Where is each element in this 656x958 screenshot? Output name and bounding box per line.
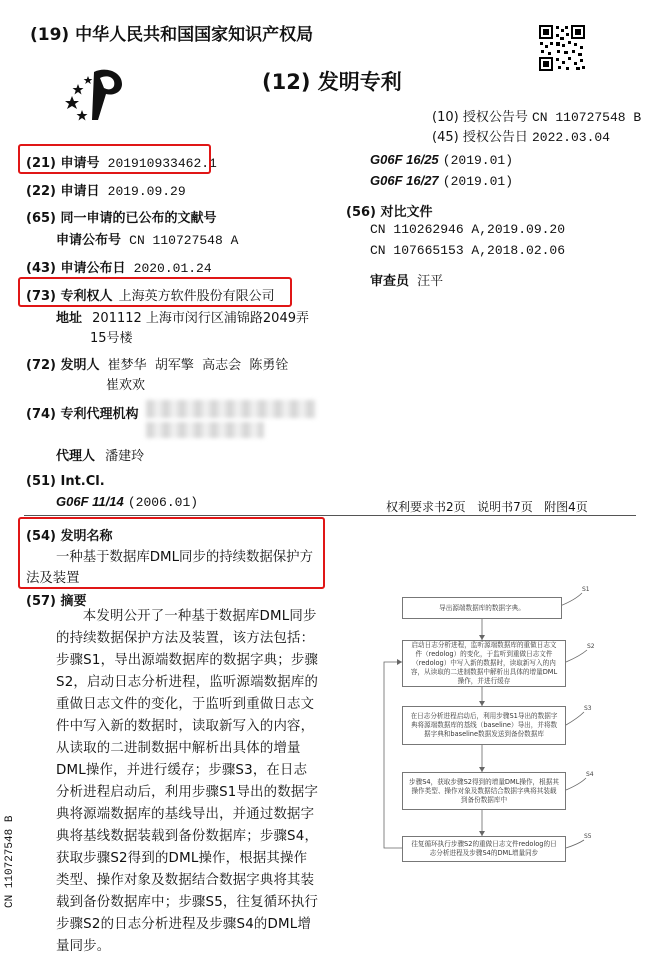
pub-date-value: 2020.01.24	[133, 261, 212, 276]
abstract-label: (57) 摘要	[26, 594, 87, 609]
flow-label-s4: S4	[586, 771, 594, 778]
side-patent-number: CN 110727548 B	[4, 815, 16, 908]
address-label: 地址	[56, 311, 83, 326]
class1-year: (2019.01)	[442, 153, 514, 168]
flow-step-s5: 往复循环执行步骤S2的重做日志文件redolog的日志分析进程及步骤S4的DML增量同步	[402, 836, 566, 862]
pub-no-label: 申请公布号	[56, 233, 122, 248]
title-line1: 一种基于数据库DML同步的持续数据保护方	[56, 550, 313, 565]
inventors-line1: 崔梦华 胡军擎 高志会 陈勇铨	[107, 358, 289, 373]
intcl-year: (2006.01)	[127, 495, 199, 510]
flow-label-s3: S3	[584, 705, 592, 712]
pages-info: 权利要求书2页 说明书7页 附图4页	[386, 500, 588, 514]
app-no-label: (21) 申请号	[26, 156, 100, 171]
flow-label-s5: S5	[584, 833, 592, 840]
intcl-label-text: (51) Int.Cl.	[26, 474, 105, 489]
pub-doc-label: (65) 同一申请的已公布的文献号	[26, 211, 217, 226]
document-type: (12) 发明专利	[262, 70, 402, 94]
address-line1: 201112 上海市闵行区浦锦路2049弄	[92, 311, 309, 326]
patentee-label: (73) 专利权人	[26, 289, 113, 304]
app-no-value: 201910933462.1	[107, 156, 217, 171]
cited-doc-2: CN 107665153 A,2018.02.06	[370, 243, 566, 258]
flow-label-s2: S2	[587, 643, 595, 650]
class1-code: G06F 16/25	[370, 152, 439, 167]
pub-date-label: (43) 申请公布日	[26, 261, 126, 276]
class2-code: G06F 16/27	[370, 173, 439, 188]
flow-label-s1: S1	[582, 586, 590, 593]
examiner-label: 审查员	[370, 274, 410, 289]
flow-step-s2: 启动日志分析进程，监听源端数据库的重做日志文件（redolog）的变化，于监听到重做日志文件（redolog）中写入新的数据时，读取新写入的内容，从读取的二进制数据中解析出具体的增量DML操作，并进行缓存	[402, 640, 566, 687]
flow-step-s3: 在日志分析进程启动后，利用步骤S1导出的数据字典将源端数据库的基线（baseline）导出，并将数据字典和baseline数据发送到备份数据库	[402, 706, 566, 745]
cited-label: (56) 对比文件	[346, 205, 433, 220]
intcl-code: G06F 11/14	[56, 494, 124, 509]
grant-date-label: (45) 授权公告日	[432, 130, 528, 145]
agent-value: 潘建玲	[105, 449, 145, 464]
pub-no-value: CN 110727548 A	[129, 233, 239, 248]
app-date-value: 2019.09.29	[107, 184, 186, 199]
address-line2: 15号楼	[90, 331, 133, 346]
grant-date-value: 2022.03.04	[531, 130, 610, 145]
grant-pub-label: (10) 授权公告号	[432, 110, 528, 125]
flow-step-s4: 步骤S4，获取步骤S2得到的增量DML操作，根据其操作类型、操作对象及数据结合数据字典将其装载到备份数据库中	[402, 772, 566, 810]
examiner-value: 汪平	[417, 274, 444, 289]
patentee-value: 上海英方软件股份有限公司	[118, 289, 275, 304]
inventors-label: (72) 发明人	[26, 358, 100, 373]
inventors-line2: 崔欢欢	[106, 378, 146, 393]
agent-label: 代理人	[56, 449, 96, 464]
flow-step-s1: 导出源端数据库的数据字典。	[402, 597, 562, 619]
title-line2: 法及装置	[26, 571, 80, 586]
grant-pub-value: CN 110727548 B	[531, 110, 642, 125]
abstract-text: 本发明公开了一种基于数据库DML同步的持续数据保护方法及装置，该方法包括：步骤S1，导出源端数据库的数据字典；步骤S2，启动日志分析进程，监听源端数据库的重做日志文件的变化，于监听到重做日志文件中写入新的数据时，读取新写入的内容，从读取的二进制数据中解析出具体的增量DML操作，并进行缓存；步骤S3，在日志分析进程启动后，利用步骤S1导出的数据字典将源端数据库的基线导出，并通过数据字典将基线数据装载到备份数据库；步骤S4，获取步骤S2得到的DML操作，根据其操作类型、操作对象及数据结合数据字典将其装载到备份数据库中；步骤S5，往复循环执行步骤S2的日志分析进程及步骤S4的DML增量同步。	[56, 609, 319, 954]
cited-doc-1: CN 110262946 A,2019.09.20	[370, 222, 566, 237]
title-label: (54) 发明名称	[26, 529, 113, 544]
issuing-office: (19) 中华人民共和国国家知识产权局	[30, 25, 314, 45]
app-date-label: (22) 申请日	[26, 184, 100, 199]
class2-year: (2019.01)	[442, 174, 514, 189]
agency-label: (74) 专利代理机构	[26, 407, 139, 422]
